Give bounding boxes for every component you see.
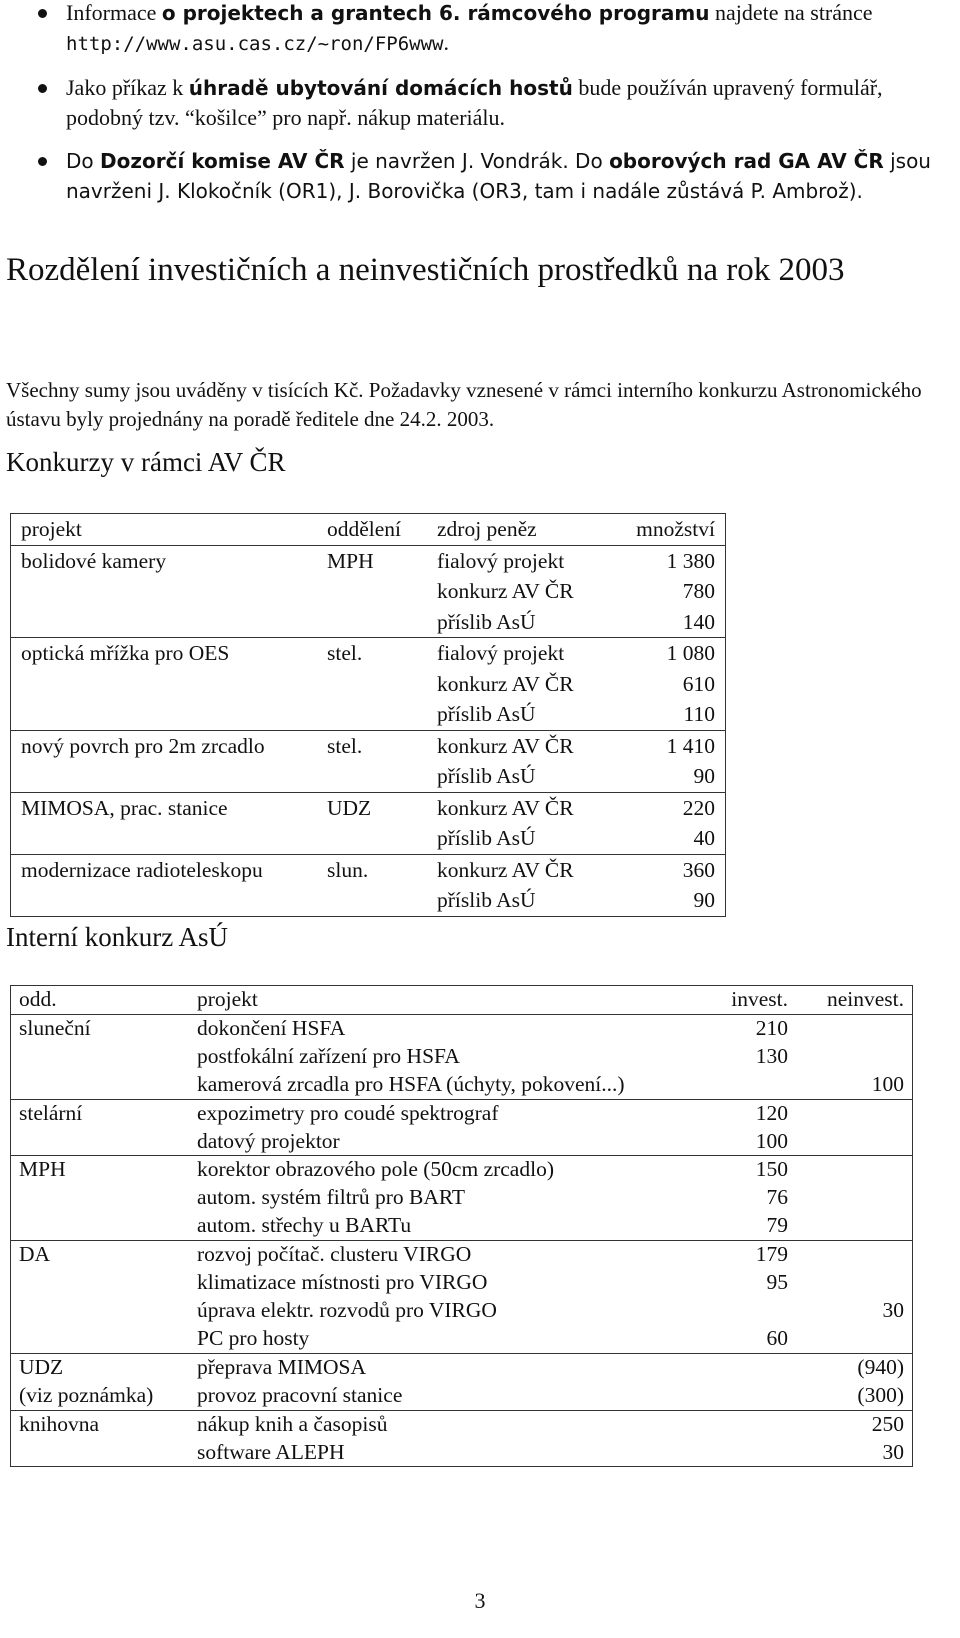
table-cell: 1 410 bbox=[605, 730, 726, 761]
table-row bbox=[11, 545, 726, 576]
bullet-text: Informace bbox=[66, 0, 162, 25]
table-cell bbox=[11, 885, 318, 916]
bullet-text: bude používán upravený formulář, podobný tzv. “košilce” pro např. nákup materiálu. bbox=[66, 75, 883, 130]
bullet-text: je navržen J. Vondrák. Do bbox=[344, 149, 610, 173]
table-cell: přeprava MIMOSA bbox=[197, 1354, 366, 1379]
table-cell: konkurz AV ČR bbox=[437, 733, 574, 758]
table-row bbox=[11, 730, 726, 761]
bullet-text: Do bbox=[66, 149, 100, 173]
table-cell bbox=[796, 1014, 913, 1042]
table-cell bbox=[11, 669, 318, 700]
table-row bbox=[11, 1410, 913, 1438]
table-cell bbox=[11, 699, 318, 730]
table-row bbox=[11, 1071, 913, 1099]
table-row bbox=[11, 1439, 913, 1467]
table-cell: modernizace radioteleskopu bbox=[11, 854, 318, 885]
table-row bbox=[11, 1241, 913, 1269]
table-cell: postfokální zařízení pro HSFA bbox=[197, 1043, 460, 1068]
table-row bbox=[11, 607, 726, 638]
table-cell: 610 bbox=[605, 669, 726, 700]
bullet-text: Jako příkaz k bbox=[66, 75, 189, 100]
column-header: zdroj peněz bbox=[427, 514, 605, 546]
table-cell: (940) bbox=[796, 1353, 913, 1381]
table-row bbox=[11, 638, 726, 669]
table-cell: příslib AsÚ bbox=[427, 823, 605, 854]
table-cell: 780 bbox=[605, 576, 726, 607]
bold-phrase: o projektech a grantech 6. rámcového programu bbox=[161, 1, 710, 25]
table-cell: MIMOSA, prac. stanice bbox=[11, 792, 318, 823]
table-cell: 100 bbox=[710, 1128, 796, 1156]
table-row bbox=[11, 669, 726, 700]
table-cell bbox=[710, 1410, 796, 1438]
table-cell: konkurz AV ČR bbox=[437, 857, 574, 882]
table-cell bbox=[796, 1269, 913, 1297]
table-row bbox=[11, 576, 726, 607]
konkurzy-heading: Konkurzy v rámci AV ČR bbox=[6, 447, 286, 477]
table-cell bbox=[710, 1382, 796, 1410]
table-cell: software ALEPH bbox=[189, 1439, 710, 1467]
table-cell bbox=[11, 1071, 190, 1099]
page-number: 3 bbox=[474, 1588, 486, 1613]
table-cell bbox=[317, 823, 427, 854]
table-cell: 140 bbox=[605, 607, 726, 638]
table-cell: 120 bbox=[755, 1100, 788, 1125]
table-cell: konkurz AV ČR bbox=[437, 579, 574, 603]
intro-paragraph: Všechny sumy jsou uváděny v tisících Kč. Požadavky vznesené v rámci interního konkurzu Astronomického ústavu byly projednány na poradě ředitele dne 24.2. 2003. bbox=[6, 378, 922, 431]
table-row bbox=[11, 1353, 913, 1381]
bullet-item bbox=[0, 146, 940, 206]
column-header: projekt bbox=[189, 986, 710, 1015]
table-cell bbox=[11, 607, 318, 638]
column-header: odd. bbox=[11, 986, 190, 1015]
table-cell bbox=[317, 885, 427, 916]
bullet-item bbox=[0, 73, 940, 132]
table-cell bbox=[796, 1099, 913, 1127]
bullet-text: jsou navrženi J. Klokočník (OR1), J. Borovička (OR3, tam i nadále zůstává P. Ambrož). bbox=[66, 149, 931, 203]
table-header-row bbox=[11, 986, 913, 1015]
table-row bbox=[11, 1269, 913, 1297]
table-cell bbox=[796, 1325, 913, 1353]
table-row bbox=[11, 699, 726, 730]
table-cell bbox=[11, 1297, 190, 1325]
table-cell bbox=[796, 1241, 913, 1269]
table-cell: DA bbox=[11, 1241, 190, 1269]
table-cell: dokončení HSFA bbox=[197, 1015, 346, 1040]
table-cell: 60 bbox=[710, 1325, 796, 1353]
table-cell bbox=[11, 761, 318, 792]
table-row bbox=[11, 1382, 913, 1410]
table-cell bbox=[796, 1128, 913, 1156]
table-cell bbox=[710, 1297, 796, 1325]
table-cell: sluneční bbox=[11, 1014, 190, 1042]
table-cell: 1 380 bbox=[605, 545, 726, 576]
table-cell: 210 bbox=[755, 1015, 788, 1040]
bold-phrase: oborových rad GA AV ČR bbox=[609, 149, 884, 173]
table-cell: bolidové kamery bbox=[11, 545, 318, 576]
table-cell: UDZ bbox=[327, 795, 372, 820]
table-cell: 40 bbox=[605, 823, 726, 854]
table-cell: 76 bbox=[766, 1185, 788, 1210]
bullet-item bbox=[0, 0, 940, 59]
table-cell: 250 bbox=[796, 1410, 913, 1438]
bullet-text: najdete na stránce bbox=[709, 0, 873, 25]
section-title: Rozdělení investičních a neinvestičních prostředků na rok 2003 bbox=[6, 252, 845, 288]
table-cell: expozimetry pro coudé spektrograf bbox=[197, 1100, 499, 1125]
table-cell: rozvoj počítač. clusteru VIRGO bbox=[197, 1242, 472, 1267]
table-cell: slun. bbox=[327, 857, 369, 882]
table-cell: optická mřížka pro OES bbox=[11, 638, 318, 669]
bullet-text: . bbox=[443, 30, 449, 55]
table-row bbox=[11, 823, 726, 854]
table-cell: 95 bbox=[766, 1270, 788, 1295]
table-row bbox=[11, 1156, 913, 1184]
table-cell: 179 bbox=[755, 1242, 788, 1267]
table-cell bbox=[11, 1043, 190, 1071]
table-cell: příslib AsÚ bbox=[427, 761, 605, 792]
column-header: oddělení bbox=[317, 514, 427, 546]
url-text: http://www.asu.cas.cz/~ron/FP6www bbox=[66, 33, 444, 55]
table-cell bbox=[11, 1269, 190, 1297]
interni-table bbox=[10, 985, 913, 1467]
table-cell: stelární bbox=[11, 1099, 190, 1127]
table-cell: konkurz AV ČR bbox=[437, 671, 574, 696]
table-cell: fialový projekt bbox=[437, 548, 565, 573]
table-cell: 360 bbox=[605, 854, 726, 885]
table-row bbox=[11, 885, 726, 916]
table-cell: klimatizace místnosti pro VIRGO bbox=[197, 1270, 488, 1295]
table-cell: úprava elektr. rozvodů pro VIRGO bbox=[197, 1297, 497, 1322]
table-cell: 1 080 bbox=[605, 638, 726, 669]
table-cell bbox=[11, 576, 318, 607]
table-row bbox=[11, 1212, 913, 1240]
table-cell: UDZ bbox=[11, 1353, 190, 1381]
table-row bbox=[11, 1184, 913, 1212]
table-cell: provoz pracovní stanice bbox=[189, 1382, 710, 1410]
table-cell: nákup knih a časopisů bbox=[197, 1411, 388, 1436]
table-cell: datový projektor bbox=[189, 1128, 710, 1156]
table-row bbox=[11, 792, 726, 823]
table-cell bbox=[796, 1184, 913, 1212]
table-cell bbox=[710, 1439, 796, 1467]
table-cell: (300) bbox=[796, 1382, 913, 1410]
table-cell: příslib AsÚ bbox=[427, 699, 605, 730]
bullet-list bbox=[0, 0, 940, 220]
table-cell: konkurz AV ČR bbox=[437, 795, 574, 820]
table-cell: 90 bbox=[605, 885, 726, 916]
table-cell bbox=[317, 699, 427, 730]
bold-phrase: Dozorčí komise AV ČR bbox=[100, 149, 345, 173]
table-row bbox=[11, 1128, 913, 1156]
table-row bbox=[11, 1043, 913, 1071]
bullet-dot-icon bbox=[38, 84, 47, 93]
table-row bbox=[11, 1297, 913, 1325]
table-cell: korektor obrazového pole (50cm zrcadlo) bbox=[197, 1157, 554, 1182]
table-row bbox=[11, 1099, 913, 1127]
konkurzy-table bbox=[10, 513, 726, 917]
table-cell: (viz poznámka) bbox=[11, 1382, 190, 1410]
table-cell: autom. systém filtrů pro BART bbox=[197, 1185, 466, 1210]
table-header-row bbox=[11, 514, 726, 546]
table-cell: MPH bbox=[327, 548, 374, 573]
table-cell: 220 bbox=[605, 792, 726, 823]
table-cell bbox=[11, 1325, 190, 1353]
table-cell bbox=[710, 1353, 796, 1381]
table-cell bbox=[796, 1156, 913, 1184]
column-header: projekt bbox=[11, 514, 318, 546]
table-cell: 130 bbox=[755, 1043, 788, 1068]
table-cell: MPH bbox=[11, 1156, 190, 1184]
table-cell: knihovna bbox=[11, 1410, 190, 1438]
table-cell bbox=[11, 1212, 190, 1240]
table-cell: stel. bbox=[327, 641, 363, 665]
table-cell: nový povrch pro 2m zrcadlo bbox=[11, 730, 318, 761]
table-cell: 150 bbox=[755, 1157, 788, 1182]
table-cell: 30 bbox=[796, 1439, 913, 1467]
table-cell: 30 bbox=[796, 1297, 913, 1325]
table-cell bbox=[11, 1439, 190, 1467]
table-cell: PC pro hosty bbox=[189, 1325, 710, 1353]
table-cell: příslib AsÚ bbox=[427, 885, 605, 916]
table-cell bbox=[796, 1212, 913, 1240]
table-cell: kamerová zrcadla pro HSFA (úchyty, pokovení...) bbox=[189, 1071, 710, 1099]
table-cell: 90 bbox=[605, 761, 726, 792]
table-cell: 110 bbox=[605, 699, 726, 730]
table-cell bbox=[317, 761, 427, 792]
table-cell: 79 bbox=[710, 1212, 796, 1240]
table-cell bbox=[710, 1071, 796, 1099]
table-cell bbox=[11, 1128, 190, 1156]
bullet-dot-icon bbox=[38, 9, 47, 18]
table-cell: stel. bbox=[327, 733, 363, 758]
table-cell bbox=[317, 669, 427, 700]
table-cell bbox=[11, 1184, 190, 1212]
table-row bbox=[11, 854, 726, 885]
table-row bbox=[11, 1014, 913, 1042]
column-header: množství bbox=[605, 514, 726, 546]
table-cell: 100 bbox=[796, 1071, 913, 1099]
table-cell bbox=[796, 1043, 913, 1071]
column-header: invest. bbox=[710, 986, 796, 1015]
table-cell: fialový projekt bbox=[437, 641, 565, 665]
table-row bbox=[11, 1325, 913, 1353]
table-cell bbox=[317, 576, 427, 607]
table-cell bbox=[317, 607, 427, 638]
bold-phrase: úhradě ubytování domácích hostů bbox=[188, 76, 573, 100]
table-cell: příslib AsÚ bbox=[427, 607, 605, 638]
table-cell bbox=[11, 823, 318, 854]
bullet-dot-icon bbox=[38, 157, 47, 166]
table-cell: autom. střechy u BARTu bbox=[189, 1212, 710, 1240]
interni-heading: Interní konkurz AsÚ bbox=[6, 922, 228, 952]
column-header: neinvest. bbox=[796, 986, 913, 1015]
table-row bbox=[11, 761, 726, 792]
